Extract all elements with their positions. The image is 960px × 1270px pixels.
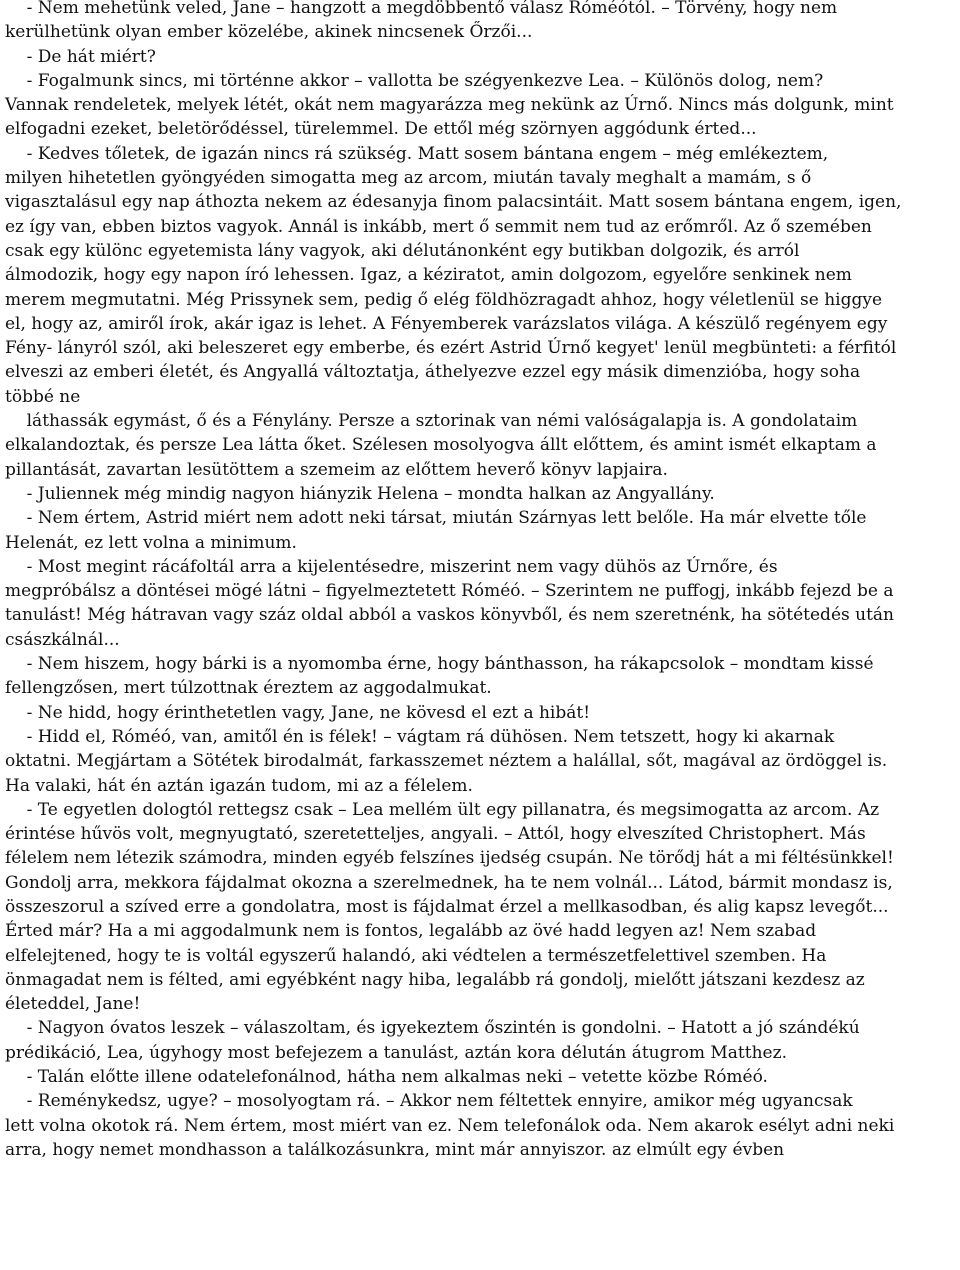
text-line: többé ne bbox=[5, 386, 81, 407]
text-line: milyen hihetetlen gyöngyéden simogatta meg az arcom, miután tavaly meghalt a mamám, s ő bbox=[5, 168, 812, 189]
text-line: - Most megint rácáfoltál arra a kijelentésedre, miszerint nem vagy dühös az Úrnőre, és bbox=[5, 556, 778, 577]
text-line: életeddel, Jane! bbox=[5, 994, 141, 1015]
text-line: arra, hogy nemet mondhasson a találkozásunkra, mint már annyiszor. az elmúlt egy évben bbox=[5, 1139, 785, 1160]
text-line: elkalandoztak, és persze Lea látta őket. Szélesen mosolyogva állt előttem, és amint ismét elkaptam a bbox=[5, 435, 877, 456]
text-line: vigasztalásul egy nap áthozta nekem az édesanyja finom palacsintáit. Matt sosem bántana engem, igen, bbox=[5, 192, 902, 213]
text-line: fellengzősen, mert túlzottnak éreztem az aggodalmukat. bbox=[5, 678, 492, 699]
text-line: félelem nem létezik számodra, minden egyéb felszínes ijedség csupán. Ne törődj hát a mi féltésünkkel! bbox=[5, 848, 894, 869]
text-line: önmagadat nem is félted, ami egyébként nagy hiba, legalább rá gondolj, mielőtt játszani kezdesz az bbox=[5, 969, 865, 990]
text-line: - Reménykedsz, ugye? – mosolyogtam rá. – Akkor nem féltettek ennyire, amikor még ugyancsak bbox=[5, 1091, 853, 1112]
text-line: pillantását, zavartan lesütöttem a szemeim az előttem heverő könyv lapjaira. bbox=[5, 459, 668, 480]
text-line: - Nem mehetünk veled, Jane – hangzott a megdöbbentő válasz Róméótól. – Törvény, hogy nem bbox=[5, 0, 838, 18]
text-line: álmodozik, hogy egy napon író lehessen. Igaz, a kéziratot, amin dolgozom, egyelőre senkinek nem bbox=[5, 265, 852, 286]
text-line: - Nagyon óvatos leszek – válaszoltam, és igyekeztem őszintén is gondolni. – Hatott a jó szándékú bbox=[5, 1018, 860, 1039]
text-line: Fény- lányról szól, aki beleszeret egy emberbe, és ezért Astrid Úrnő kegyet' lenül megbünteti: a férfitól bbox=[5, 338, 897, 359]
text-line: láthassák egymást, ő és a Fénylány. Persze a sztorinak van némi valóságalapja is. A gondolataim bbox=[5, 411, 858, 432]
text-line: - Juliennek még mindig nagyon hiányzik Helena – mondta halkan az Angyallány. bbox=[5, 483, 715, 504]
text-line: prédikáció, Lea, úgyhogy most befejezem a tanulást, aztán kora délután átugrom Matthez. bbox=[5, 1042, 787, 1063]
text-line: elfelejtened, hogy te is voltál egyszerű halandó, aki védtelen a természetfelettivel szemben. Ha bbox=[5, 945, 827, 966]
text-line: tanulást! Még hátravan vagy száz oldal abból a vaskos könyvből, és nem szeretnénk, ha sötétedés után bbox=[5, 605, 894, 626]
text-line: - De hát miért? bbox=[5, 46, 156, 67]
text-line: el, hogy az, amiről írok, akár igaz is lehet. A Fényemberek varázslatos világa. A készülő regényem egy bbox=[5, 313, 888, 334]
text-line: lett volna okotok rá. Nem értem, most miért van ez. Nem telefonálok oda. Nem akarok esélyt adni neki bbox=[5, 1115, 895, 1136]
text-line: - Nem hiszem, hogy bárki is a nyomomba érne, hogy bánthasson, ha rákapcsolok – mondtam kissé bbox=[5, 654, 874, 675]
text-line: összeszorul a szíved erre a gondolatra, most is fájdalmat érzel a mellkasodban, és alig kapsz levegőt... bbox=[5, 896, 889, 917]
text-line: - Fogalmunk sincs, mi történne akkor – vallotta be szégyenkezve Lea. – Különös dolog, nem? bbox=[5, 70, 824, 91]
text-line: - Hidd el, Róméó, van, amitől én is félek! – vágtam rá dühösen. Nem tetszett, hogy ki akarnak bbox=[5, 726, 835, 747]
text-line: Ha valaki, hát én aztán igazán tudom, mi az a félelem. bbox=[5, 775, 473, 796]
text-line: érintése hűvös volt, megnyugtató, szeretetteljes, angyali. – Attól, hogy elveszíted Christophert. Más bbox=[5, 824, 866, 845]
text-line: - Nem értem, Astrid miért nem adott neki társat, miután Szárnyas lett belőle. Ha már elvette tőle bbox=[5, 508, 867, 529]
text-line: császkálnál... bbox=[5, 629, 120, 650]
text-line: kerülhetünk olyan ember közelébe, akinek nincsenek Őrzői... bbox=[5, 22, 533, 43]
text-line: Helenát, ez lett volna a minimum. bbox=[5, 532, 297, 553]
text-line: - Talán előtte illene odatelefonálnod, hátha nem alkalmas neki – vetette közbe Róméó. bbox=[5, 1067, 768, 1088]
text-line: megpróbálsz a döntései mögé látni – figyelmeztetett Róméó. – Szerintem ne puffogj, inkább fejezd be a bbox=[5, 581, 894, 602]
text-line: Érted már? Ha a mi aggodalmunk nem is fontos, legalább az övé hadd legyen az! Nem szabad bbox=[5, 921, 817, 942]
text-line: oktatni. Megjártam a Sötétek birodalmát, farkasszemet néztem a halállal, sőt, magával az ördöggel is. bbox=[5, 751, 888, 772]
text-line: merem megmutatni. Még Prissynek sem, pedig ő elég földhözragadt ahhoz, hogy véletlenül se higgye bbox=[5, 289, 883, 310]
text-line: Gondolj arra, mekkora fájdalmat okozna a szerelmednek, ha te nem volnál... Látod, bármit mondasz is, bbox=[5, 872, 893, 893]
text-line: ez így van, ebben biztos vagyok. Annál is inkább, mert ő semmit nem tud az erőmről. Az ő szemében bbox=[5, 216, 872, 237]
text-line: elveszi az emberi életét, és Angyallá változtatja, áthelyezve ezzel egy másik dimenzióba, hogy soha bbox=[5, 362, 861, 383]
text-line: Vannak rendeletek, melyek létét, okát nem magyarázza meg nekünk az Úrnő. Nincs más dolgunk, mint bbox=[5, 95, 894, 116]
document-text bbox=[5, 0, 957, 1162]
text-line: elfogadni ezeket, beletörődéssel, türelemmel. De ettől még szörnyen aggódunk érted... bbox=[5, 119, 757, 140]
text-line: csak egy különc egyetemista lány vagyok, aki délutánonként egy butikban dolgozik, és arról bbox=[5, 240, 800, 261]
text-line: - Te egyetlen dologtól rettegsz csak – Lea mellém ült egy pillanatra, és megsimogatta az arcom. Az bbox=[5, 799, 880, 820]
text-line: - Ne hidd, hogy érinthetetlen vagy, Jane, ne kövesd el ezt a hibát! bbox=[5, 702, 591, 723]
text-line: - Kedves tőletek, de igazán nincs rá szükség. Matt sosem bántana engem – még emlékeztem, bbox=[5, 143, 829, 164]
